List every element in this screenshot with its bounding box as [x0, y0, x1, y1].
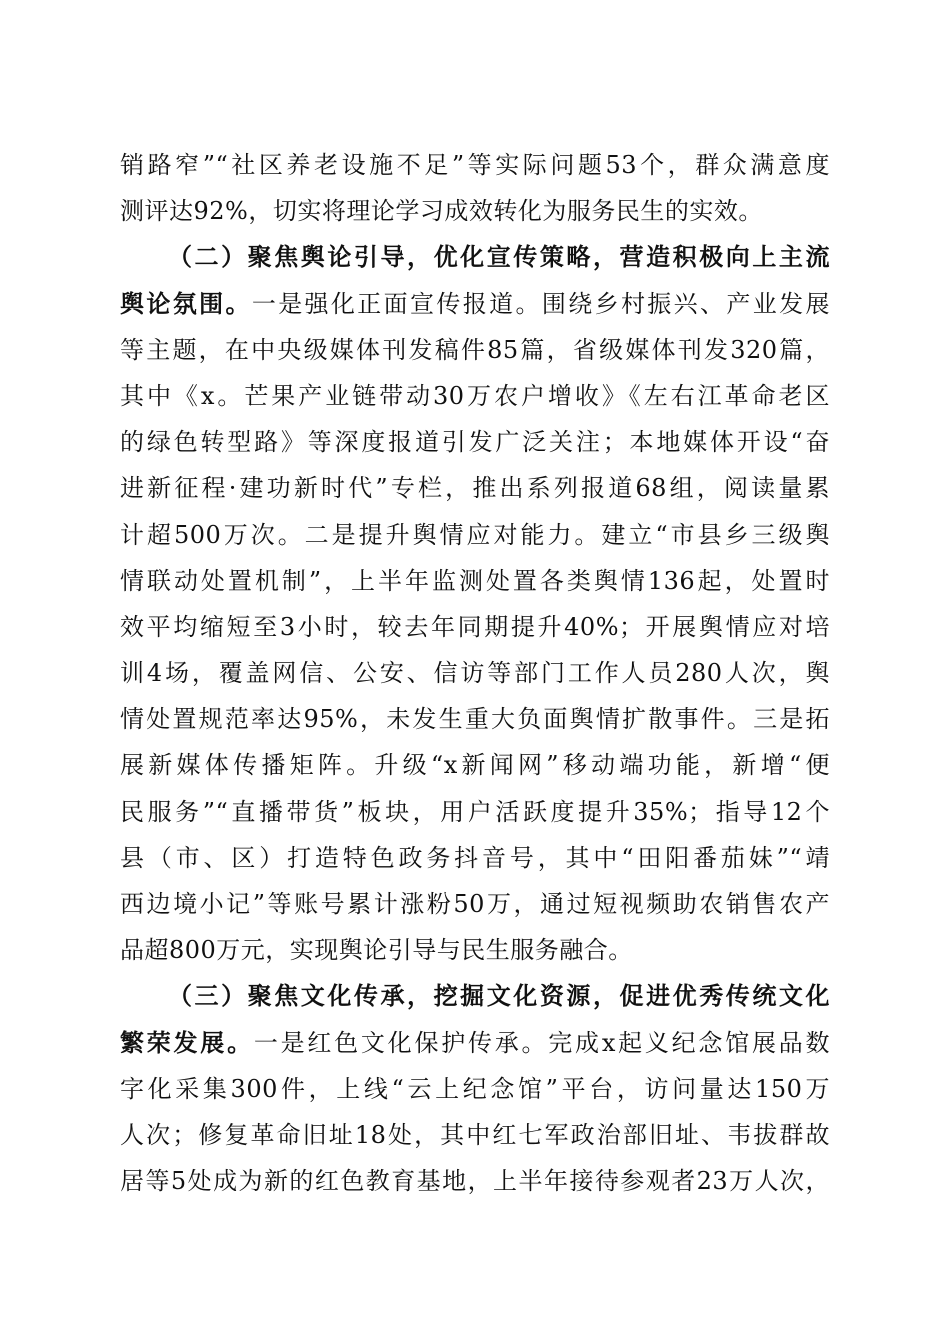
paragraph-line: 训4场，覆盖网信、公安、信访等部门工作人员280人次，舆 [120, 659, 830, 688]
paragraph-line: 居等5处成为新的红色教育基地，上半年接待参观者23万人次， [120, 1167, 830, 1196]
paragraph-line: 等主题，在中央级媒体刊发稿件85篇，省级媒体刊发320篇， [120, 335, 830, 364]
paragraph-line: 字化采集300件，上线“云上纪念馆”平台，访问量达150万 [120, 1074, 830, 1103]
paragraph-line: 民服务”“直播带货”板块，用户活跃度提升35%；指导12个 [120, 797, 830, 826]
paragraph-line: 人次；修复革命旧址18处，其中红七军政治部旧址、韦拔群故 [120, 1120, 830, 1149]
paragraph-line: 县（市、区）打造特色政务抖音号，其中“田阳番茄妹”“靖 [120, 843, 830, 872]
document-body [120, 142, 830, 1204]
paragraph-line: 的绿色转型路》等深度报道引发广泛关注；本地媒体开设“奋 [120, 428, 830, 457]
section-heading-tail: 繁荣发展。 [120, 1027, 254, 1057]
paragraph-line: 效平均缩短至3小时，较去年同期提升40%；开展舆情应对培 [120, 612, 830, 641]
section-heading-tail: 舆论氛围。 [120, 288, 252, 318]
section-heading: （二）聚焦舆论引导，优化宣传策略，营造积极向上主流 [168, 242, 830, 272]
paragraph-text: 一是红色文化保护传承。完成x起义纪念馆展品数 [253, 1028, 830, 1057]
paragraph-line: 其中《x。芒果产业链带动30万农户增收》《左右江革命老区 [120, 381, 830, 410]
paragraph-line: 展新媒体传播矩阵。升级“x新闻网”移动端功能，新增“便 [120, 751, 830, 780]
section-heading: （三）聚焦文化传承，挖掘文化资源，促进优秀传统文化 [168, 981, 830, 1011]
paragraph-line: 情处置规范率达95%，未发生重大负面舆情扩散事件。三是拓 [120, 705, 830, 734]
paragraph-line: 进新征程·建功新时代”专栏，推出系列报道68组，阅读量累 [120, 474, 830, 503]
paragraph-line: 情联动处置机制”，上半年监测处置各类舆情136起，处置时 [120, 566, 830, 595]
paragraph-line [120, 281, 830, 327]
paragraph-line: 西边境小记”等账号累计涨粉50万，通过短视频助农销售农产 [120, 890, 830, 918]
paragraph-line: 测评达92%，切实将理论学习成效转化为服务民生的实效。 [120, 197, 763, 226]
paragraph-line: 销路窄”“社区养老设施不足”等实际问题53个，群众满意度 [120, 151, 830, 179]
paragraph-line: 计超500万次。二是提升舆情应对能力。建立“市县乡三级舆 [120, 520, 830, 549]
paragraph-text: 一是强化正面宣传报道。围绕乡村振兴、产业发展 [251, 289, 830, 318]
paragraph-line [120, 1020, 830, 1066]
paragraph-line: 品超800万元，实现舆论引导与民生服务融合。 [120, 936, 633, 965]
